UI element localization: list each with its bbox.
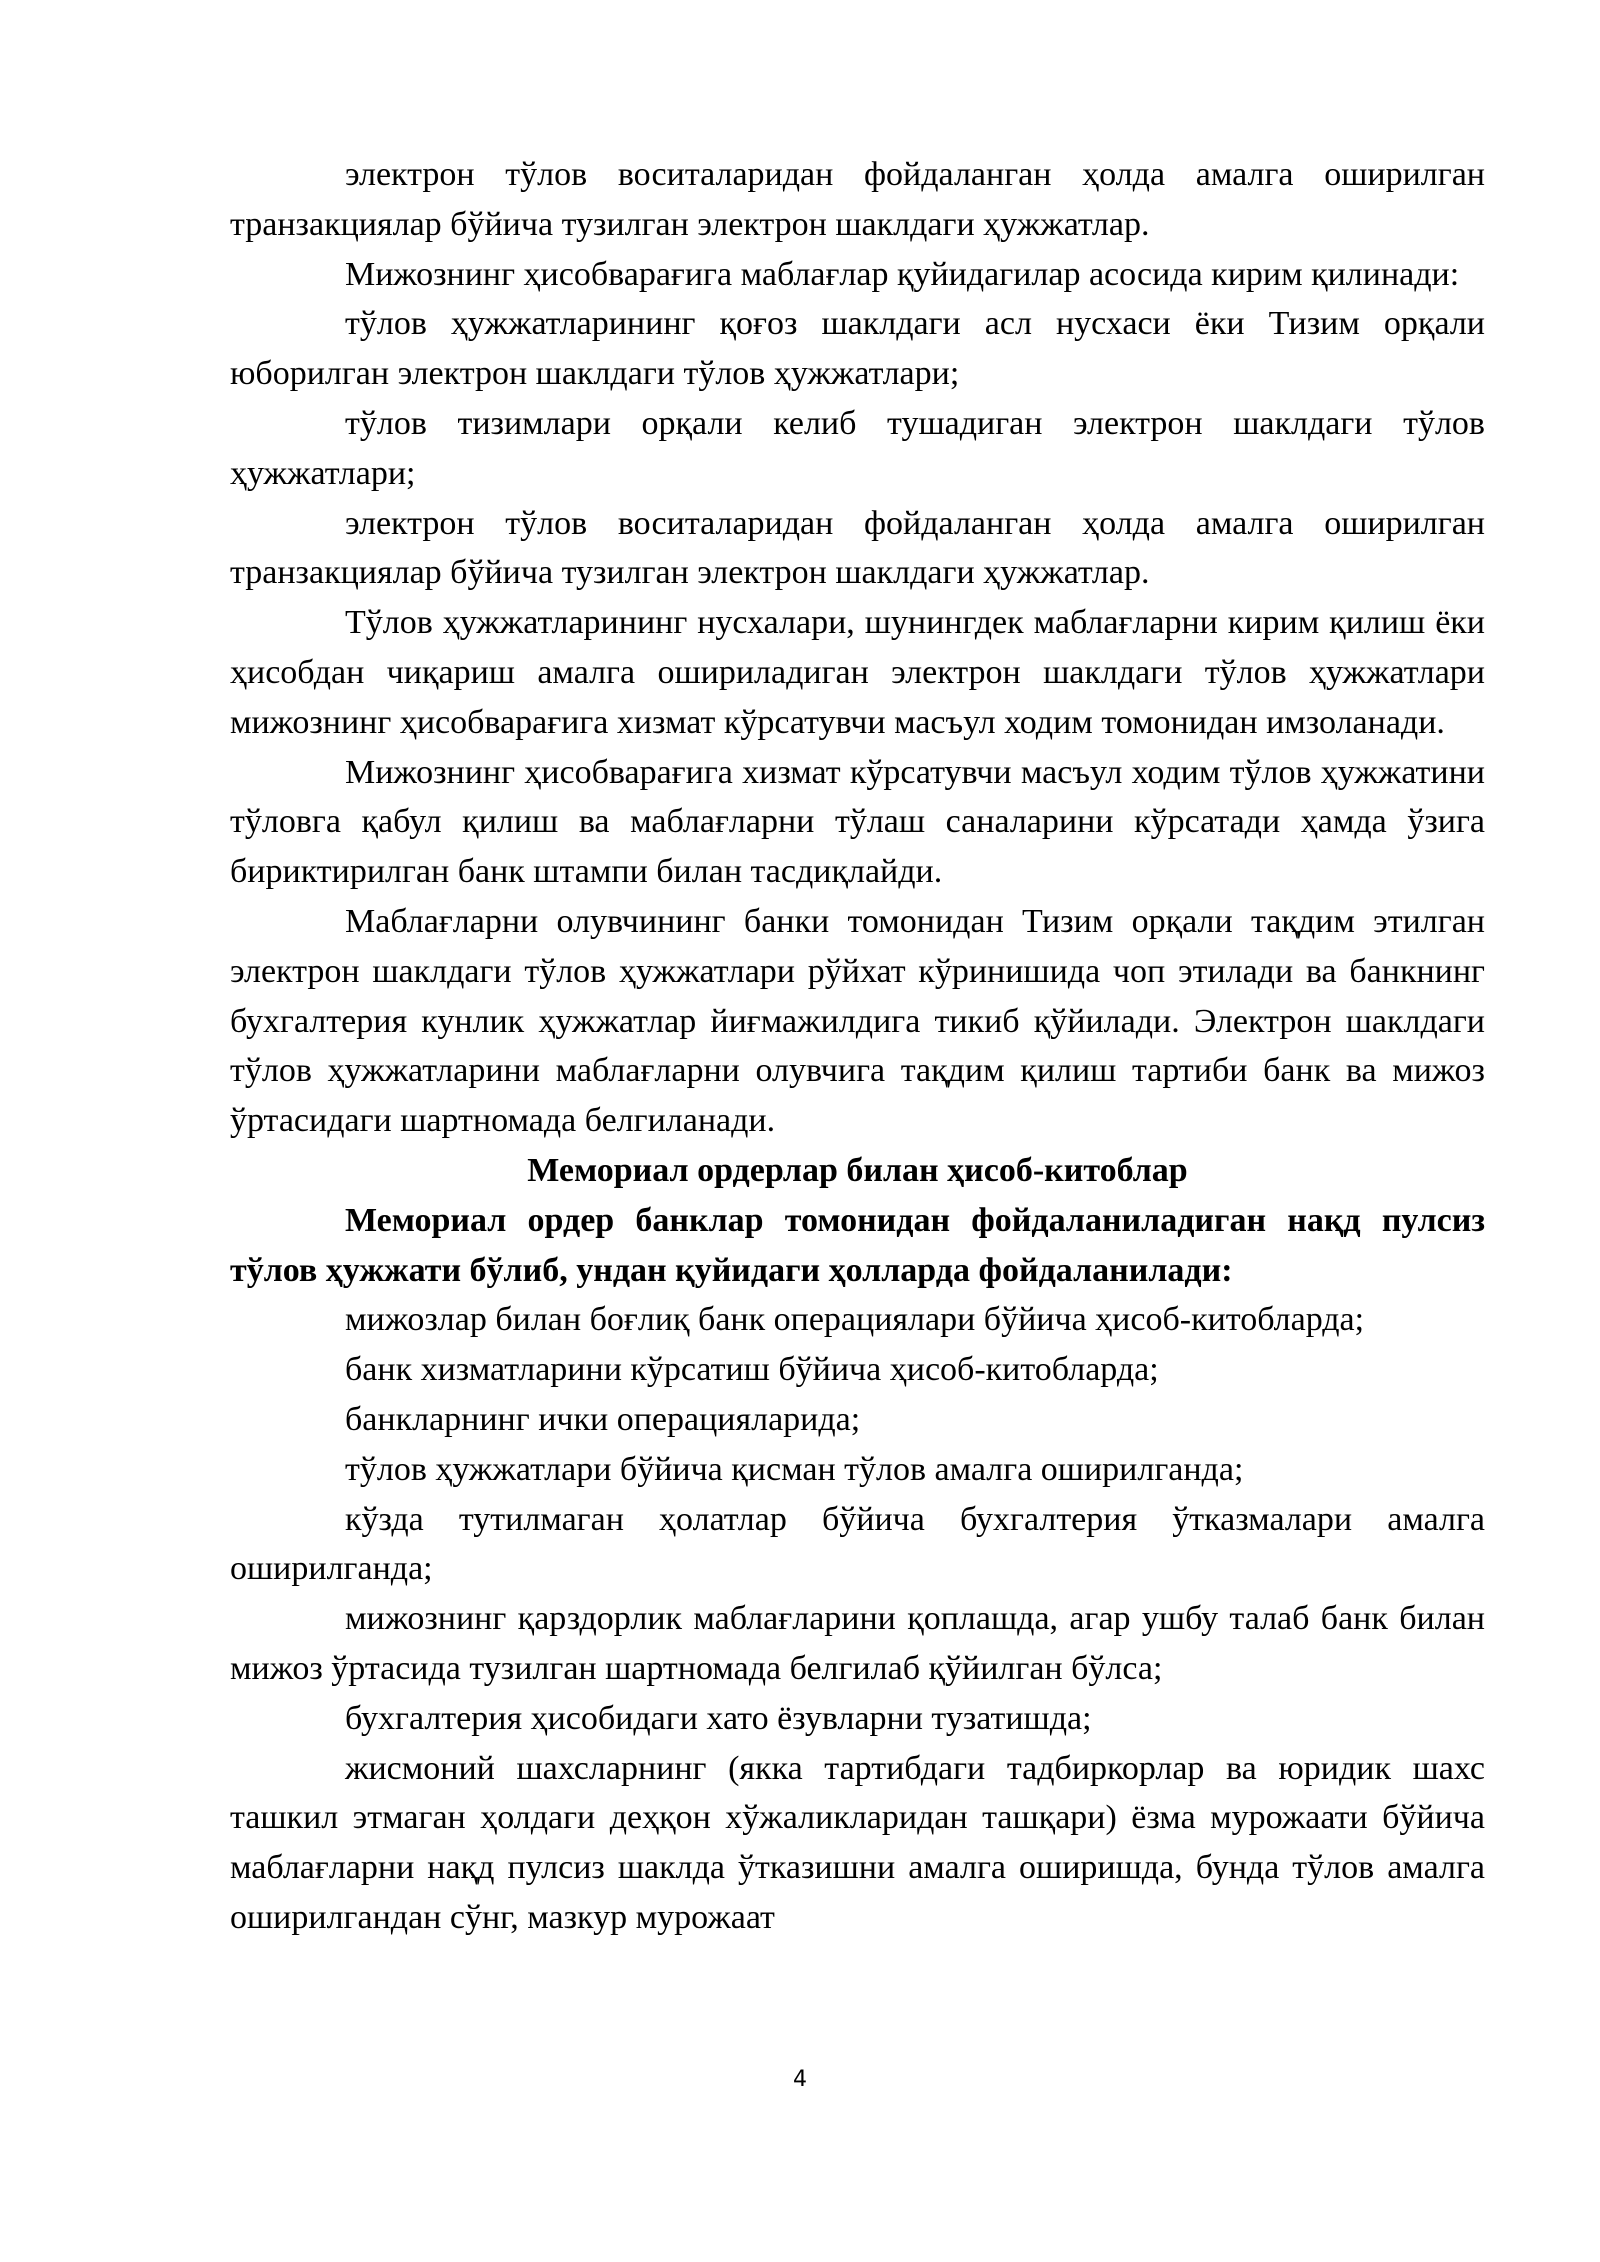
list-item: кўзда тутилмаган ҳолатлар бўйича бухгалтерия ўтказмалари амалга оширилганда;	[230, 1500, 1485, 1588]
list-item: банк хизматларини кўрсатиш бўйича ҳисоб-китобларда;	[345, 1351, 1159, 1389]
paragraph: тўлов тизимлари орқали келиб тушадиган электрон шаклдаги тўлов ҳужжатлари;	[230, 404, 1485, 492]
paragraph: тўлов ҳужжатларининг қоғоз шаклдаги асл нусхаси ёки Тизим орқали юборилган электрон шаклдаги тўлов ҳужжатлари;	[230, 305, 1485, 393]
list-item: тўлов ҳужжатлари бўйича қисман тўлов амалга оширилганда;	[345, 1450, 1244, 1488]
section-intro: Мемориал ордер банклар томонидан фойдаланиладиган нақд пулсиз тўлов ҳужжати бўлиб, ундан қуйидаги ҳолларда фойдаланилади:	[230, 1201, 1485, 1289]
paragraph: Мижознинг ҳисобварағига хизмат кўрсатувчи масъул ходим тўлов ҳужжатини тўловга қабул қилиш ва маблағларни тўлаш саналарини кўрсатади ҳамда ўзига бириктирилган банк штампи билан тасдиқлайди.	[230, 753, 1485, 891]
paragraph: электрон тўлов воситаларидан фойдаланган ҳолда амалга оширилган транзакциялар бўйича тузилган электрон шаклдаги ҳужжатлар.	[230, 156, 1485, 243]
section-heading: Мемориал ордерлар билан ҳисоб-китоблар	[527, 1151, 1188, 1189]
list-item: мижозлар билан боғлиқ банк операциялари бўйича ҳисоб-китобларда;	[345, 1301, 1365, 1339]
list-item: банкларнинг ички операцияларида;	[345, 1400, 861, 1438]
paragraph: Маблағларни олувчининг банки томонидан Тизим орқали тақдим этилган электрон шаклдаги тўлов ҳужжатлари рўйхат кўринишида чоп этилади ва банкнинг бухгалтерия кунлик ҳужжатлар йиғмажилдига тикиб қўйилади. Электрон шаклдаги тўлов ҳужжатларини маблағларни олувчига тақдим қилиш тартиби банк ва мижоз ўртасидаги шартномада белгиланади.	[230, 902, 1485, 1140]
paragraph: электрон тўлов воситаларидан фойдаланган ҳолда амалга оширилган транзакциялар бўйича тузилган электрон шаклдаги ҳужжатлар.	[230, 504, 1485, 592]
document-page	[230, 150, 1485, 1943]
page-number: 4	[793, 2067, 807, 2092]
paragraph: Тўлов ҳужжатларининг нусхалари, шунингдек маблағларни кирим қилиш ёки ҳисобдан чиқариш амалга ошириладиган электрон шаклдаги тўлов ҳужжатлари мижознинг ҳисобварағига хизмат кўрсатувчи масъул ходим томонидан имзоланади.	[230, 604, 1485, 741]
list-item: жисмоний шахсларнинг (якка тартибдаги тадбиркорлар ва юридик шахс ташкил этмаган ҳолдаги деҳқон хўжаликларидан ташқари) ёзма мурожаати бўйича маблағларни нақд пулсиз шаклда ўтказишни амалга оширишда, бунда тўлов амалга оширилгандан сўнг, мазкур мурожаат	[230, 1749, 1485, 1936]
list-item: бухгалтерия ҳисобидаги хато ёзувларни тузатишда;	[345, 1699, 1092, 1737]
paragraph: Мижознинг ҳисобварағига маблағлар қуйидагилар асосида кирим қилинади:	[345, 255, 1460, 293]
list-item: мижознинг қарздорлик маблағларини қоплашда, агар ушбу талаб банк билан мижоз ўртасида тузилган шартномада белгилаб қўйилган бўлса;	[230, 1600, 1485, 1687]
